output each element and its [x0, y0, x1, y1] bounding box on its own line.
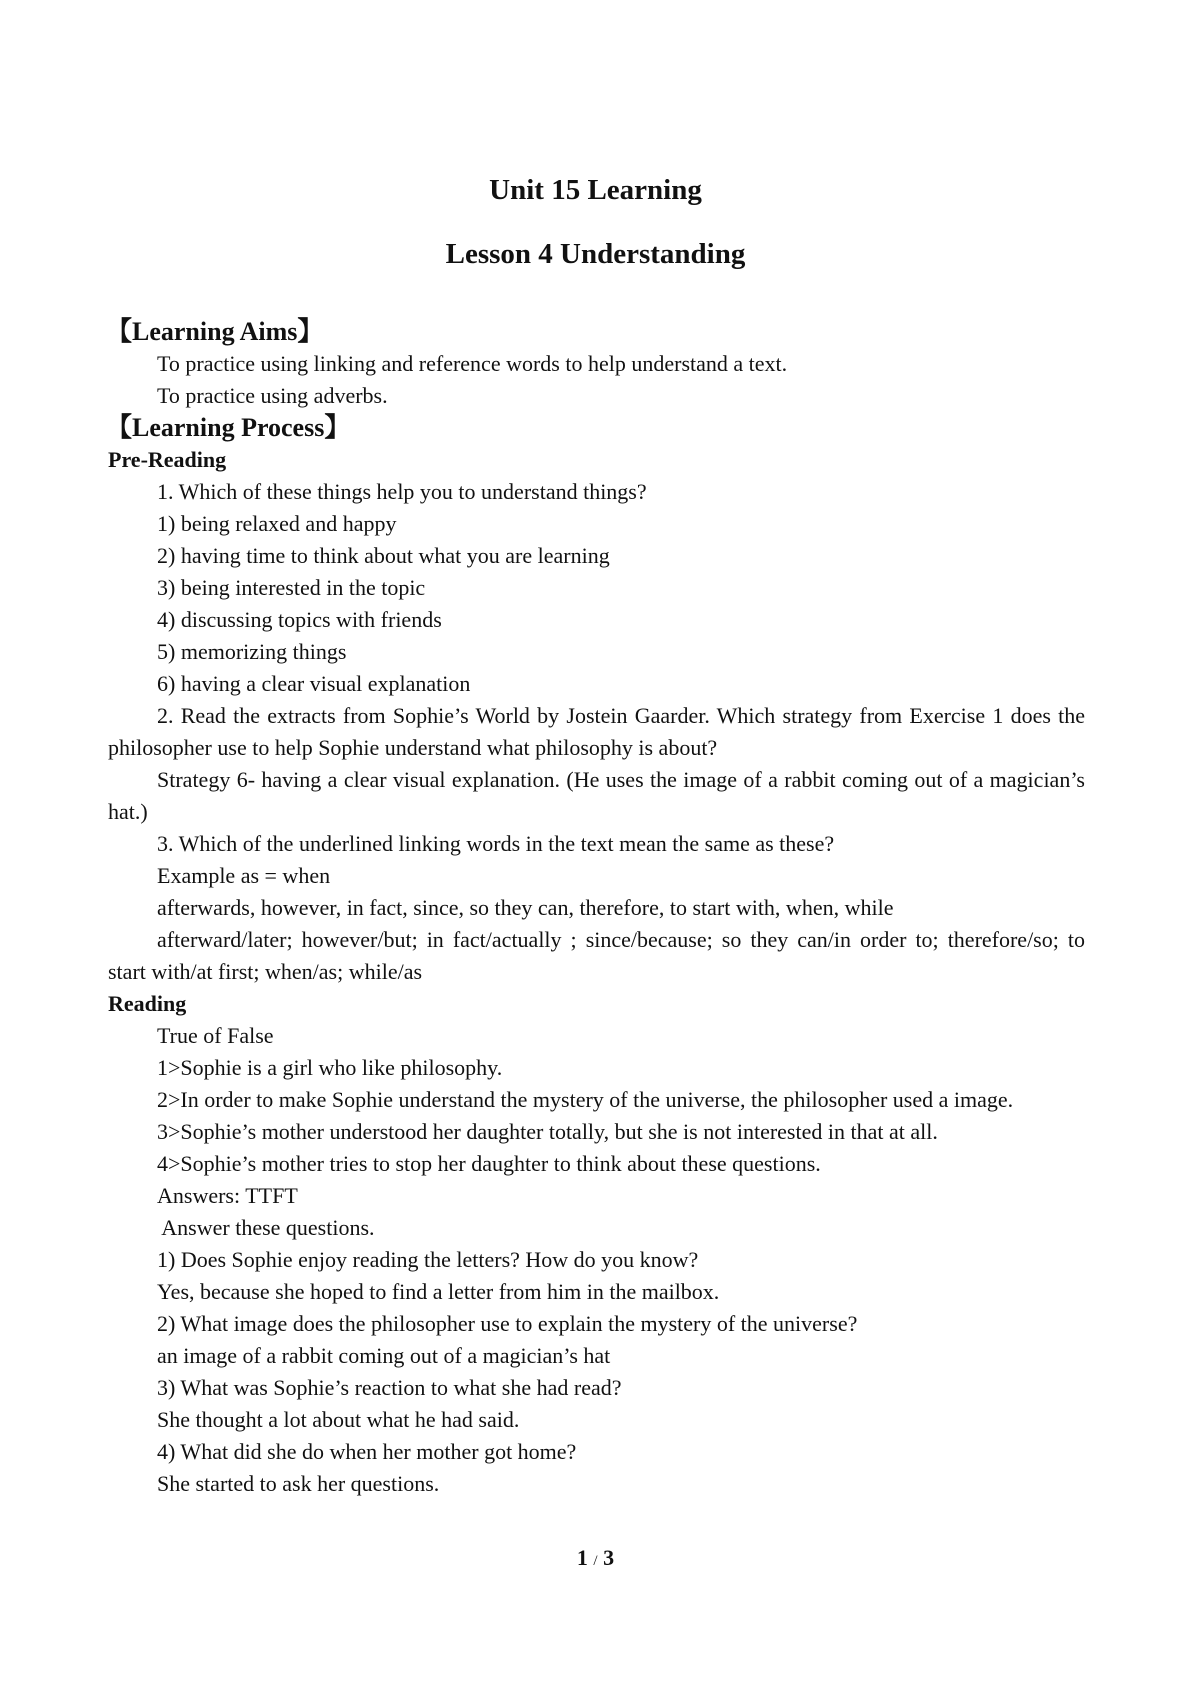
lesson-title: Lesson 4 Understanding [445, 238, 746, 270]
aim-item: To practice using linking and reference words to help understand a text. [157, 351, 788, 376]
tf-statement: 2>In order to make Sophie understand the mystery of the universe, the philosopher used a image. [157, 1087, 1014, 1112]
option-item: 4) discussing topics with friends [157, 607, 442, 632]
answer-questions-heading: Answer these questions. [157, 1215, 375, 1240]
option-item: 5) memorizing things [157, 639, 347, 664]
question-2: 2. Read the extracts from Sophie’s World by Jostein Gaarder. Which strategy from Exercise 1 does the philosopher use to help Sophie understand what philosophy is about? [108, 703, 1085, 760]
option-item: 3) being interested in the topic [157, 575, 426, 600]
tf-statement: 4>Sophie’s mother tries to stop her daughter to think about these questions. [157, 1151, 821, 1176]
document-body [108, 316, 1085, 1500]
page-separator: / [593, 1553, 598, 1569]
reading-answer: an image of a rabbit coming out of a magician’s hat [157, 1343, 611, 1368]
tf-statement: 1>Sophie is a girl who like philosophy. [157, 1055, 503, 1080]
reading-question: 4) What did she do when her mother got home? [157, 1439, 577, 1464]
tf-statement: 3>Sophie’s mother understood her daughter totally, but she is not interested in that at all. [157, 1119, 938, 1144]
unit-title: Unit 15 Learning [489, 174, 702, 206]
pre-reading-heading: Pre-Reading [108, 447, 227, 472]
reading-question: 2) What image does the philosopher use to explain the mystery of the universe? [157, 1311, 858, 1336]
reading-question: 1) Does Sophie enjoy reading the letters? How do you know? [157, 1247, 699, 1272]
question-3: 3. Which of the underlined linking words in the text mean the same as these? [157, 831, 835, 856]
reading-question: 3) What was Sophie’s reaction to what she had read? [157, 1375, 622, 1400]
reading-heading: Reading [108, 991, 187, 1016]
option-item: 2) having time to think about what you are learning [157, 543, 610, 568]
option-item: 6) having a clear visual explanation [157, 671, 471, 696]
reading-answer: She started to ask her questions. [157, 1471, 440, 1496]
page-total: 3 [603, 1545, 615, 1570]
example-line: Example as = when [157, 863, 331, 888]
page-number [0, 1545, 1191, 1571]
learning-process-heading: 【Learning Process】 [106, 413, 351, 442]
answer-2: Strategy 6- having a clear visual explanation. (He uses the image of a rabbit coming out of a magician’s hat.) [108, 767, 1085, 824]
page-current: 1 [576, 1545, 588, 1570]
learning-aims-heading: 【Learning Aims】 [106, 317, 324, 346]
reading-answer: She thought a lot about what he had said. [157, 1407, 520, 1432]
true-false-heading: True of False [157, 1023, 274, 1048]
aim-item: To practice using adverbs. [157, 383, 388, 408]
option-item: 1) being relaxed and happy [157, 511, 397, 536]
linking-words-list: afterwards, however, in fact, since, so they can, therefore, to start with, when, while [157, 895, 894, 920]
question-1: 1. Which of these things help you to understand things? [157, 479, 647, 504]
tf-answers: Answers: TTFT [157, 1183, 298, 1208]
reading-answer: Yes, because she hoped to find a letter from him in the mailbox. [157, 1279, 720, 1304]
answer-3: afterward/later; however/but; in fact/actually ; since/because; so they can/in order to; therefore/so; to start with/at first; when/as; while/as [108, 927, 1085, 984]
